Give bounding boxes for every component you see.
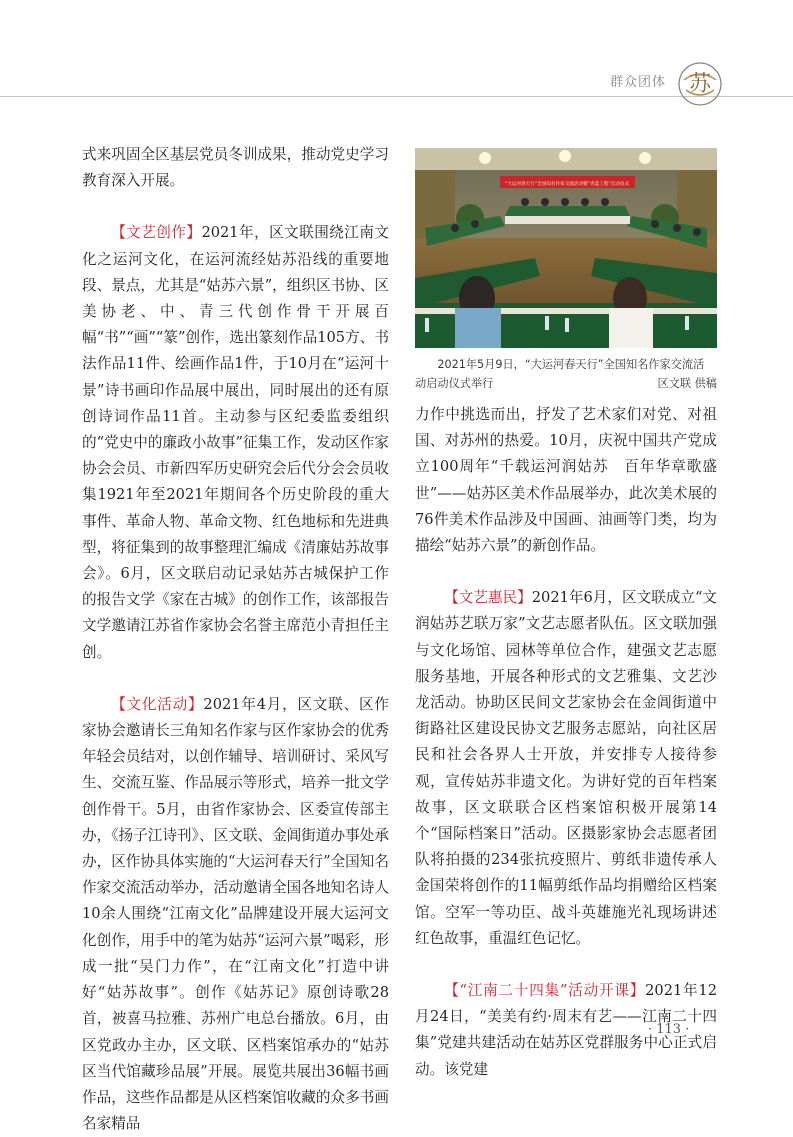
tag-jiangnan-24: 【“江南二十四集”活动开课】 bbox=[444, 982, 646, 1000]
caption-line-1: 2021年5月9日，“大运河春天行”全国知名作家交流活 bbox=[437, 358, 705, 371]
page-number: · 113 · bbox=[648, 1022, 690, 1037]
paragraph-arts-for-people bbox=[415, 585, 717, 952]
text-jiangnan-24: 2021年12月24日，“美美有约·周末有艺——江南二十四集”党建共建活动在姑苏区党群服务中心正式启动。该党建 bbox=[415, 982, 717, 1078]
section-logo-icon bbox=[676, 60, 724, 108]
text-arts-for-people: 2021年6月，区文联成立“文润姑苏艺联万家”文艺志愿者队伍。区文联加强与文化场馆、园林等单位合作，建强文艺志愿服务基地，开展各种形式的文艺雅集、文艺沙龙活动。协助区民间文艺家协会在金阊街道中街路社区建设民协文艺服务志愿站，向社区居民和社会各界人士开放，并安排专人接待参观，宣传姑苏非遗文化。为讲好党的百年档案故事，区文联联合区档案馆积极开展第14个“国际档案日”活动。区摄影家协会志愿者团队将拍摄的234张抗疫照片、剪纸非遗传承人金国荣将创作的11幅剪纸作品均捐赠给区档案馆。空军一等功臣、战斗英雄施光礼现场讲述红色故事，重温红色记忆。 bbox=[415, 589, 717, 947]
tag-arts-for-people: 【文艺惠民】 bbox=[444, 589, 532, 607]
paragraph-literary-creation bbox=[82, 220, 389, 665]
intro-paragraph: 式来巩固全区基层党员冬训成果，推动党史学习教育深入开展。 bbox=[82, 146, 389, 190]
photo-caption bbox=[415, 355, 717, 393]
section-title: 群众团体 bbox=[610, 75, 667, 90]
paragraph-cultural-activities bbox=[82, 692, 389, 1137]
caption-credit: 区文联 供稿 bbox=[657, 377, 717, 390]
logo-glyph: 苏 bbox=[688, 72, 712, 97]
caption-line-2-text: 动启动仪式举行 bbox=[415, 377, 494, 390]
paragraph-continued: 力作中挑选而出，抒发了艺术家们对党、对祖国、对苏州的热爱。10月，庆祝中国共产党成立100周年“千载运河润姑苏 百年华章歌盛世”——姑苏区美术作品展举办，此次美术展的76件美术作品涉及中国画、油画等门类，均为描绘“姑苏六景”的新创作品。 bbox=[415, 406, 717, 555]
caption-line-2 bbox=[415, 374, 717, 393]
header-rule bbox=[0, 96, 793, 97]
tag-cultural-activities: 【文化活动】 bbox=[111, 695, 204, 713]
event-photo bbox=[415, 148, 717, 348]
left-column bbox=[82, 142, 389, 1137]
text-literary-creation: 2021年，区文联围绕江南文化之运河文化，在运河流经姑苏沿线的重要地段、景点，尤其是“姑苏六景”，组织区书协、区美协老、中、青三代创作骨干开展百幅“书”“画”“篆”创作，选出篆刻作品105方、书法作品11件、绘画作品1件，于10月在“运河十景”诗书画印作品展中展出，同时展出的还有原创诗词作品11首。主动参与区纪委监委组织的“党史中的廉政小故事”征集工作，发动区作家协会会员、市新四军历史研究会后代分会会员收集1921年至2021年期间各个历史阶段的重大事件、革命人物、革命文物、红色地标和先进典型，将征集到的故事整理汇编成《清廉姑苏故事会》。6月，区文联启动记录姑苏古城保护工作的报告文学《家在古城》的创作工作，该部报告文学邀请江苏省作家协会名誉主席范小青担任主创。 bbox=[82, 224, 389, 661]
tag-literary-creation: 【文艺创作】 bbox=[111, 224, 202, 242]
text-cultural-activities: 2021年4月，区文联、区作家协会邀请长三角知名作家与区作家协会的优秀年轻会员结对，以创作辅导、培训研讨、采风写生、交流互鉴、作品展示等形式，培养一批文学创作骨干。5月，由省作家协会、区委宣传部主办，《扬子江诗刊》、区文联、金阊街道办事处承办，区作协具体实施的“大运河春天行”全国知名作家交流活动举办，活动邀请全国各地知名诗人10余人围绕“江南文化”品牌建设开展大运河文化创作，用手中的笔为姑苏“运河六景”喝彩，形成一批“吴门力作”，在“江南文化”打造中讲好“姑苏故事”。创作《姑苏记》原创诗歌28首，被喜马拉雅、苏州广电总台播放。6月，由区党政办主办，区文联、区档案馆承办的“姑苏区当代馆藏珍品展”开展。展览共展出36幅书画作品，这些作品都是从区档案馆收藏的众多书画名家精品 bbox=[82, 695, 389, 1133]
right-column bbox=[415, 402, 717, 1083]
photo-banner-text: “大运河春天行”全国知名作家交流活动暨“青蓝工程”启动仪式 bbox=[504, 182, 630, 187]
